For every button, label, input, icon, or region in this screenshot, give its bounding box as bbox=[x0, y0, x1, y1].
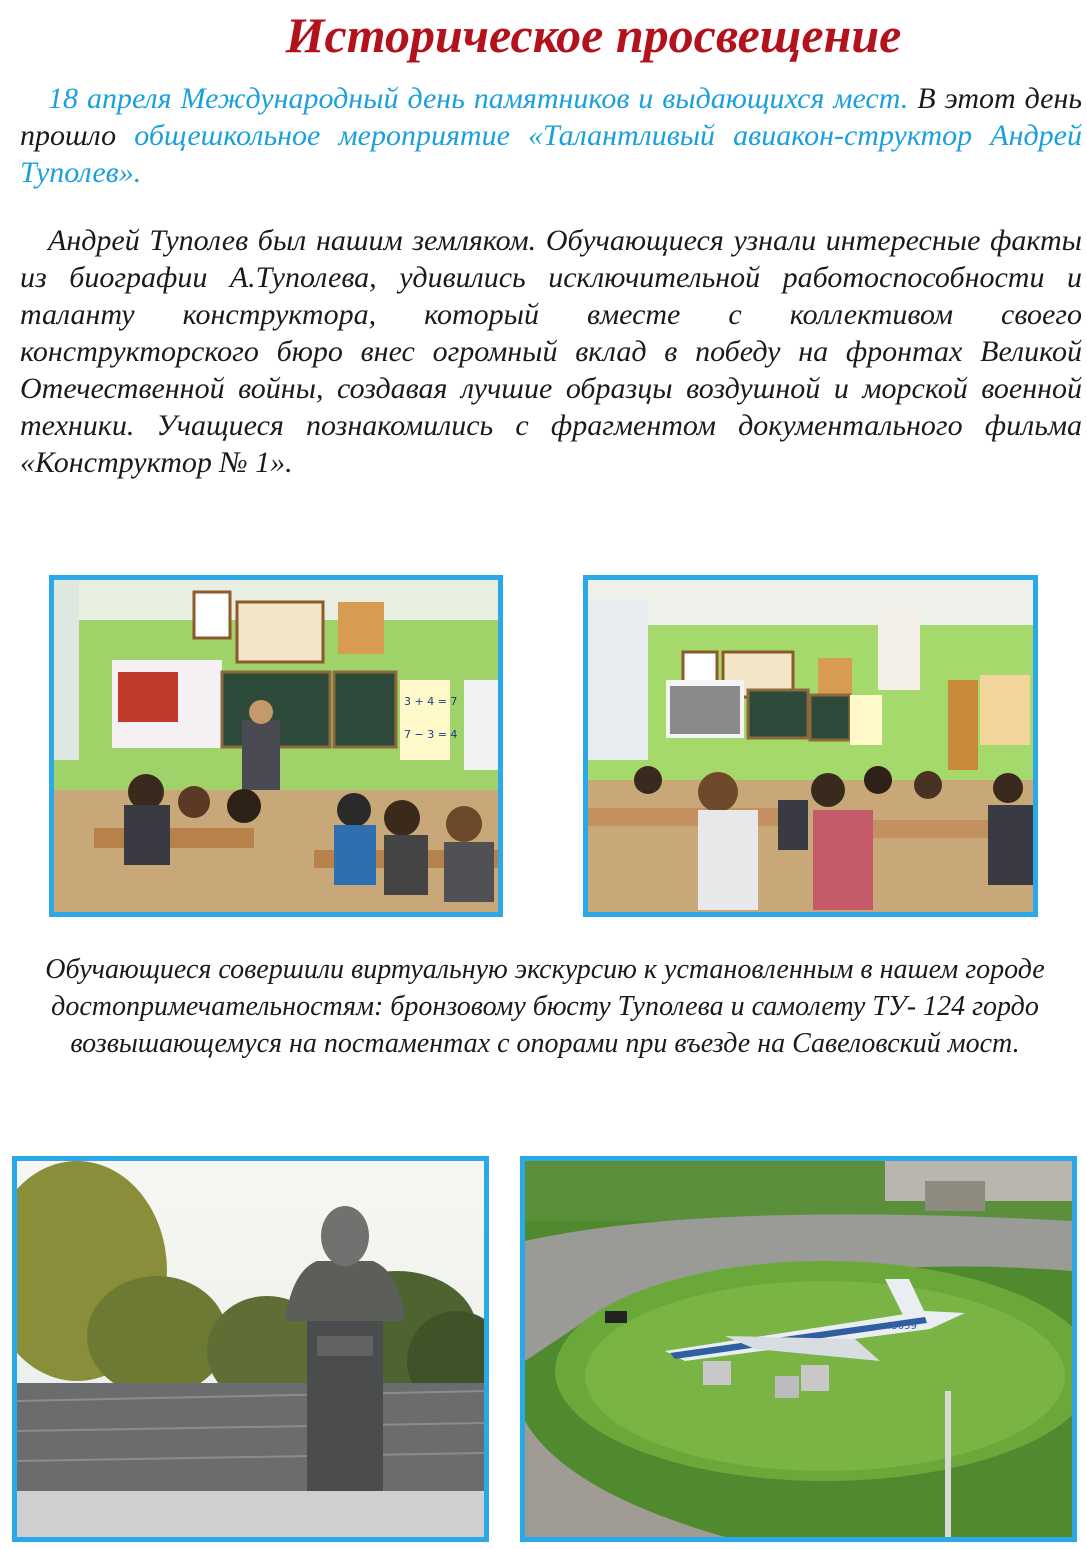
event-name-highlight: общешкольное мероприятие «Талантливый авиакон-структор Андрей Туполев». bbox=[20, 119, 1082, 189]
aircraft-registration: 45059 bbox=[885, 1321, 917, 1332]
intro-paragraph bbox=[20, 80, 1082, 191]
intro-text: В этот день прошло bbox=[20, 82, 1083, 152]
bust-photo bbox=[12, 1156, 489, 1542]
event-date-highlight: 18 апреля Международный день памятников и выдающихся мест. bbox=[48, 82, 909, 115]
excursion-paragraph: Обучающиеся совершили виртуальную экскурсию к установленным в нашем городе достопримечательностям: бронзовому бюсту Туполева и самолету ТУ- 124 гордо возвышающемуся на постаментах с опорами при въезде на Савеловский мост. bbox=[45, 954, 1045, 1059]
body-text: Андрей Туполев был нашим земляком. Обучающиеся узнали интересные факты из биографии А.Туполева, удивились исключительной работоспособности и таланту конструктора, который вместе с коллективом своего конструкторского бюро внес огромный вклад в победу на фронтах Великой Отечественной войны, создавая лучшие образцы воздушной и морской военной техники. Учащиеся познакомились с фрагментом документального фильма «Конструктор № 1». bbox=[20, 224, 1082, 479]
page-title: Историческое просвещение bbox=[285, 7, 902, 63]
classroom-photo-2 bbox=[583, 575, 1038, 917]
body-paragraph bbox=[20, 222, 1082, 481]
board-equation-1: 3 + 4 = 7 bbox=[404, 695, 458, 708]
board-equation-2: 7 − 3 = 4 bbox=[404, 728, 458, 741]
classroom-photo-1 bbox=[49, 575, 503, 917]
aircraft-monument-photo bbox=[520, 1156, 1077, 1542]
